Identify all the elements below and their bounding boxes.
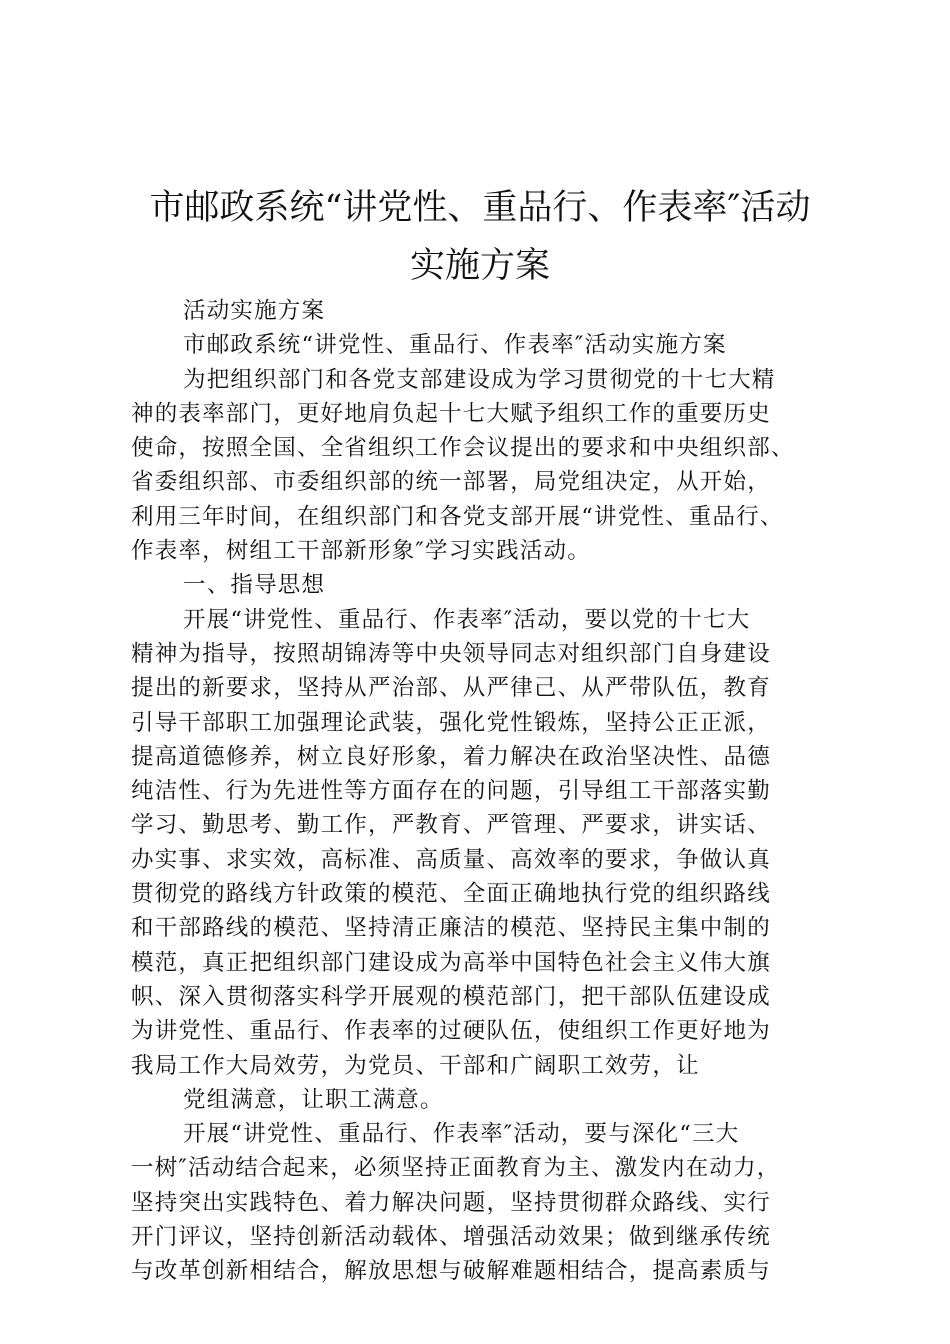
body-line: 党组满意，让职工满意。 bbox=[183, 1086, 444, 1113]
document-title-line-1: 市邮政系统“讲党性、重品行、作表率″活动 bbox=[149, 188, 811, 228]
body-line: 学习、勤思考、勤工作，严教育、严管理、严要求，讲实话、 bbox=[131, 812, 771, 839]
body-line: 使命，按照全国、全省组织工作会议提出的要求和中央组织部、 bbox=[131, 435, 795, 462]
body-line: 一树″活动结合起来，必须坚持正面教育为主、激发内在动力， bbox=[131, 1155, 781, 1182]
body-line: 引导干部职工加强理论武装，强化党性锻炼，坚持公正正派， bbox=[131, 709, 771, 736]
document-title-line-2: 实施方案 bbox=[409, 246, 550, 286]
body-line: 为把组织部门和各党支部建设成为学习贯彻党的十七大精 bbox=[183, 366, 776, 393]
body-line: 精神为指导，按照胡锦涛等中央领导同志对组织部门自身建设 bbox=[131, 640, 771, 667]
body-line: 市邮政系统“讲党性、重品行、作表率″活动实施方案 bbox=[183, 332, 727, 359]
body-line: 办实事、求实效，高标准、高质量、高效率的要求，争做认真 bbox=[131, 846, 771, 873]
body-line: 开展“讲党性、重品行、作表率″活动，要与深化“三大 bbox=[183, 1121, 740, 1148]
body-line: 为讲党性、重品行、作表率的过硬队伍，使组织工作更好地为 bbox=[131, 1018, 771, 1045]
body-line: 贯彻党的路线方针政策的模范、全面正确地执行党的组织路线 bbox=[131, 881, 771, 908]
body-line: 帜、深入贯彻落实科学开展观的模范部门，把干部队伍建设成 bbox=[131, 983, 771, 1010]
body-line: 提出的新要求，坚持从严治部、从严律己、从严带队伍，教育 bbox=[131, 675, 771, 702]
body-line: 作表率，树组工干部新形象″学习实践活动。 bbox=[131, 538, 591, 565]
body-line: 开门评议，坚持创新活动载体、增强活动效果；做到继承传统 bbox=[131, 1224, 771, 1251]
body-line: 省委组织部、市委组织部的统一部署，局党组决定，从开始， bbox=[131, 469, 771, 496]
body-line: 我局工作大局效劳，为党员、干部和广阔职工效劳，让 bbox=[131, 1052, 700, 1079]
body-line: 开展“讲党性、重品行、作表率″活动，要以党的十七大 bbox=[183, 606, 751, 633]
document-body bbox=[131, 294, 836, 1289]
body-line: 神的表率部门，更好地肩负起十七大赋予组织工作的重要历史 bbox=[131, 400, 771, 427]
body-line: 一、指导思想 bbox=[183, 572, 326, 599]
body-line: 与改革创新相结合，解放思想与破解难题相结合，提高素质与 bbox=[131, 1258, 771, 1285]
body-line: 利用三年时间，在组织部门和各党支部开展“讲党性、重品行、 bbox=[131, 503, 784, 530]
body-line: 活动实施方案 bbox=[183, 298, 326, 324]
body-line: 提高道德修养，树立良好形象，着力解决在政治坚决性、品德 bbox=[131, 743, 771, 770]
body-line: 和干部路线的模范、坚持清正廉洁的模范、坚持民主集中制的 bbox=[131, 915, 771, 942]
body-line: 模范，真正把组织部门建设成为高举中国特色社会主义伟大旗 bbox=[131, 949, 771, 976]
body-line: 纯洁性、行为先进性等方面存在的问题，引导组工干部落实勤 bbox=[131, 778, 771, 805]
body-line: 坚持突出实践特色、着力解决问题，坚持贯彻群众路线、实行 bbox=[131, 1189, 771, 1216]
